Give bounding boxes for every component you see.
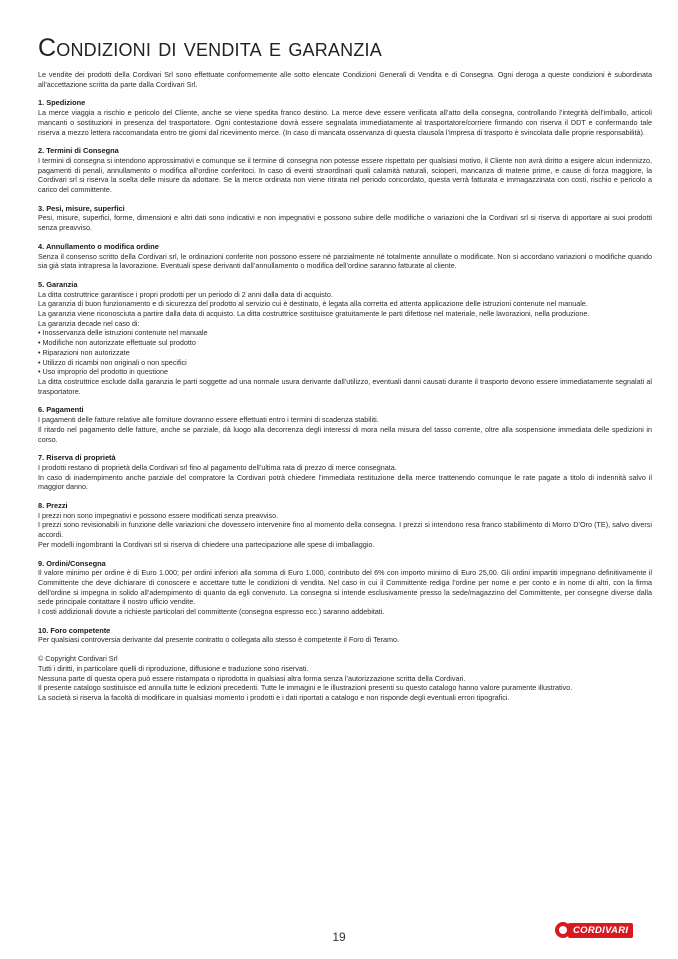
section-paragraph: Per modelli ingombranti la Cordivari srl si riserva di chiedere una partecipazione alle spese di imballaggio. xyxy=(38,539,375,549)
section-paragraph: I prodotti restano di proprietà della Cordivari srl fino al pagamento dell’ultima rata di prezzo di merce consegnata. xyxy=(38,462,397,472)
section-paragraph: I costi addizionali dovute a richieste particolari del committente (consegna espresso ecc.) saranno addebitati. xyxy=(38,607,385,617)
section-paragraph: I termini di consegna si intendono approssimativi e comunque se il termine di consegna non potesse essere rispettato per qualsiasi motivo, il Cliente non avrà diritto a esigere alcun indennizzo, pagamenti di penali, annullamento o modifica all’ordine conferitoci. In caso di eventi straordinari quali calamità naturali, scioperi, mancanza di materie prime, e cause di forza maggiore, la Cordivari srl si riserva la scelta delle misure da adottare. Se la merce ordinata non viene ritirata nel periodo concordato, questa verrà fatturata e immagazzinata con costi, rischio e pericolo a carico del committente. xyxy=(38,155,652,195)
section-heading: 2. Termini di Consegna xyxy=(38,146,119,156)
section-heading: 5. Garanzia xyxy=(38,279,78,289)
section-paragraph: La garanzia di buon funzionamento e di sicurezza del prodotto al servizio cui è destinato, è legata alla corretta ed attenta applicazione delle istruzioni contenute nel manuale. xyxy=(38,299,588,309)
intro-paragraph: Le vendite dei prodotti della Cordivari Srl sono effettuate conformemente alle sotto elencate Condizioni Generali di Vendita e di Consegna. Ogni deroga a queste condizioni è subordinata all’accettazione scritta da parte dalla Cordivari Srl. xyxy=(38,70,652,89)
section-paragraph: La merce viaggia a rischio e pericolo del Cliente, anche se viene spedita franco destino. La merce deve essere verificata all’atto della consegna, controllando l’integrità dell’imballo, articoli mancanti o sostituzioni in presenza del trasportatore. Ogni contestazione dovrà essere segnalata immediatamente al trasportatore/corriere firmando con riserva il DDT e confermando tale riserva a mezzo lettera raccomandata entro tre giorni dal ricevimento merce. (In caso di mancata osservanza di questa clausola l’impresa di trasporto è svincolata dalle proprie responsabilità). xyxy=(38,108,652,137)
bullet-item: • Riparazioni non autorizzate xyxy=(38,347,130,357)
section-spedizione xyxy=(38,98,652,137)
section-paragraph: La garanzia decade nel caso di: xyxy=(38,318,140,328)
section-heading: 8. Prezzi xyxy=(38,501,68,511)
section-paragraph: I prezzi non sono impegnativi e possono essere modificati senza preavviso. xyxy=(38,510,279,520)
section-paragraph: Il ritardo nel pagamento delle fatture, anche se parziale, dà luogo alla decorrenza degli interessi di mora nella misura del tasso corrente, oltre alla sospensione immediata delle spedizioni in corso. xyxy=(38,424,652,444)
section-paragraph: Senza il consenso scritto della Cordivari srl, le ordinazioni conferite non possono essere né parzialmente né totalmente annullate o modificate. Non si accordano variazioni o modifiche quando sia già stata intrapresa la lavorazione. Eventuali spese derivanti dall’annullamento o modifica dell’ordine saranno fatturate al cliente. xyxy=(38,251,652,271)
bullet-item: • Utilizzo di ricambi non originali o non specifici xyxy=(38,357,187,367)
copyright-line: Nessuna parte di questa opera può essere ristampata o riprodotta in qualsiasi altra forma senza l’autorizzazione scritta della Cordivari. xyxy=(38,673,466,683)
document-page xyxy=(38,34,652,712)
logo-mark-icon xyxy=(555,922,571,938)
section-heading: 6. Pagamenti xyxy=(38,405,84,415)
section-riserva-proprieta xyxy=(38,453,652,492)
section-paragraph: Pesi, misure, superfici, forme, dimensioni e altri dati sono indicativi e non impegnativi e possono subire delle modifiche o variazioni che la Cordivari srl si riserva di apportare ai suoi prodotti senza preavviso. xyxy=(38,213,652,233)
section-ordini-consegna xyxy=(38,559,652,617)
page-title: Condizioni di vendita e garanzia xyxy=(38,34,382,62)
section-paragraph: La ditta costruttrice esclude dalla garanzia le parti soggette ad una normale usura derivante dall’utilizzo, eventuali danni causati durante il trasporto devono essere immediatamente segnalati al trasportatore. xyxy=(38,376,652,396)
section-paragraph: Il valore minimo per ordine è di Euro 1.000; per ordini inferiori alla somma di Euro 1.000, contributo del 6% con importo minimo di Euro 25,00. Gli ordini impartiti impegnano definitivamente il Committente che deve dichiarare di conoscere e accettare tutte le condizioni di vendita. Nel caso in cui il Committente rediga l’ordine per nome e per conto e in nome di altri, con la firma dell’ordine si impegna in solido all’adempimento di quanto da egli convenuto. La consegna si intende esclusivamente presso la sede/magazzino del Committente, per consegne diverse dalla sede principale contattare il nostro ufficio vendite. xyxy=(38,568,652,607)
section-annullamento xyxy=(38,242,652,271)
copyright-line: La società si riserva la facoltà di modificare in qualsiasi momento i prodotti e i dati riportati a catalogo e non risponde degli eventuali errori tipografici. xyxy=(38,692,510,702)
section-heading: 7. Riserva di proprietà xyxy=(38,453,116,463)
section-termini-consegna xyxy=(38,146,652,195)
bullet-item: • Uso improprio del prodotto in questione xyxy=(38,367,168,377)
section-paragraph: In caso di inadempimento anche parziale del compratore la Cordivari potrà chiedere l’immediata restituzione della merce trattenendo comunque le rate pagate a titolo di indennità salvo il maggior danno. xyxy=(38,472,652,492)
section-pesi-misure xyxy=(38,204,652,233)
section-paragraph: La garanzia viene riconosciuta a partire dalla data di acquisto. La ditta costruttrice sostituisce gratuitamente le parti difettose nel materiale, nelle lavorazioni, nella produzione. xyxy=(38,309,590,319)
section-garanzia xyxy=(38,280,652,396)
copyright-block xyxy=(38,654,652,703)
copyright-line: Il presente catalogo sostituisce ed annulla tutte le edizioni precedenti. Tutte le immagini e le illustrazioni presenti su questo catalogo hanno valore puramente illustrativo. xyxy=(38,683,573,693)
section-heading: 4. Annullamento o modifica ordine xyxy=(38,241,159,251)
section-heading: 10. Foro competente xyxy=(38,625,111,635)
logo-text: CORDIVARI xyxy=(568,923,633,938)
section-paragraph: La ditta costruttrice garantisce i propri prodotti per un periodo di 2 anni dalla data di acquisto. xyxy=(38,289,333,299)
section-prezzi xyxy=(38,501,652,550)
section-paragraph: I pagamenti delle fatture relative alle forniture dovranno essere effettuati entro i termini di scadenza stabiliti. xyxy=(38,415,379,425)
section-heading: 3. Pesi, misure, superfici xyxy=(38,203,125,213)
section-heading: 9. Ordini/Consegna xyxy=(38,558,106,568)
cordivari-logo xyxy=(555,921,639,939)
page-number: 19 xyxy=(332,930,346,944)
section-paragraph: Per qualsiasi controversia derivante dal presente contratto o collegata allo stesso è competente il Foro di Teramo. xyxy=(38,635,400,645)
section-pagamenti xyxy=(38,405,652,444)
copyright-line: Tutti i diritti, in particolare quelli di riproduzione, diffusione e traduzione sono riservati. xyxy=(38,663,309,673)
section-heading: 1. Spedizione xyxy=(38,98,86,108)
bullet-item: • Inosservanza delle istruzioni contenute nel manuale xyxy=(38,328,208,338)
copyright-line: © Copyright Cordivari Srl xyxy=(38,654,118,664)
section-paragraph: I prezzi sono revisionabili in funzione delle variazioni che dovessero intervenire fino al momento della consegna. I prezzi si intendono resa franco stabilimento di Morro D’Oro (TE), salvo diversi accordi. xyxy=(38,520,652,540)
bullet-item: • Modifiche non autorizzate effettuate sul prodotto xyxy=(38,338,196,348)
section-foro-competente xyxy=(38,626,652,645)
